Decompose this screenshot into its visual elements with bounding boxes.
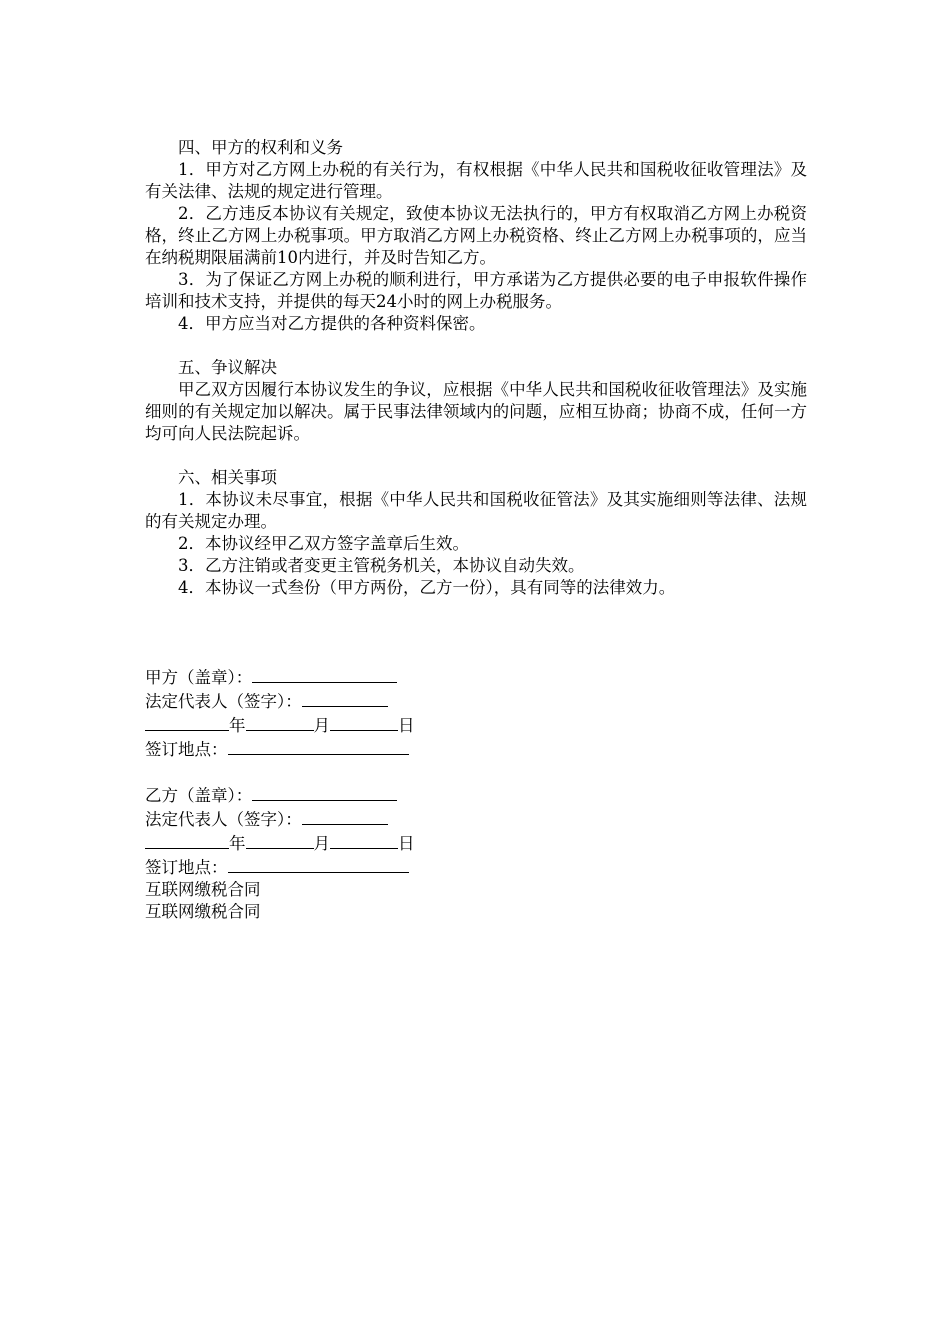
party-a-stamp-line <box>145 665 807 689</box>
party-b-day-label: 日 <box>398 834 415 853</box>
party-a-signature-block <box>145 665 807 761</box>
party-b-stamp-label: 乙方（盖章）： <box>145 786 253 805</box>
section6-item-2: 2．本协议经甲乙双方签字盖章后生效。 <box>178 534 469 553</box>
section6-item-1: 1．本协议未尽事宜，根据《中华人民共和国税收征管法》及其实施细则等法律、法规的有关规定办理。 <box>145 490 807 531</box>
spacer <box>145 335 807 357</box>
party-a-place-line <box>145 737 807 761</box>
spacer <box>145 643 807 665</box>
party-b-rep-label: 法定代表人（签字）： <box>145 810 302 829</box>
party-a-day-label: 日 <box>398 716 415 735</box>
section5-body: 甲乙双方因履行本协议发生的争议，应根据《中华人民共和国税收征收管理法》及实施细则的有关规定加以解决。属于民事法律领域内的问题，应相互协商；协商不成，任何一方均可向人民法院起诉。 <box>145 380 807 443</box>
party-a-rep-blank[interactable] <box>302 689 388 707</box>
spacer <box>145 599 807 621</box>
section4-item-1: 1．甲方对乙方网上办税的有关行为，有权根据《中华人民共和国税收征收管理法》及有关法律、法规的规定进行管理。 <box>145 160 807 201</box>
party-b-stamp-line <box>145 783 807 807</box>
party-a-year-blank[interactable] <box>145 713 229 731</box>
party-a-year-label: 年 <box>229 716 246 735</box>
party-b-year-blank[interactable] <box>145 831 229 849</box>
party-b-place-line <box>145 855 807 879</box>
party-b-signature-block <box>145 783 807 879</box>
party-b-rep-blank[interactable] <box>302 807 388 825</box>
party-a-rep-label: 法定代表人（签字）： <box>145 692 302 711</box>
party-b-day-blank[interactable] <box>330 831 398 849</box>
party-a-stamp-label: 甲方（盖章）： <box>145 668 253 687</box>
party-a-rep-line <box>145 689 807 713</box>
party-b-year-label: 年 <box>229 834 246 853</box>
section6-item-3: 3．乙方注销或者变更主管税务机关，本协议自动失效。 <box>178 556 585 575</box>
spacer <box>145 445 807 467</box>
party-a-date-line <box>145 713 807 737</box>
spacer <box>145 761 807 783</box>
party-a-stamp-blank[interactable] <box>252 665 397 683</box>
party-a-place-blank[interactable] <box>228 737 409 755</box>
section4-heading: 四、甲方的权利和义务 <box>178 138 343 157</box>
section6-heading: 六、相关事项 <box>178 468 277 487</box>
party-a-place-label: 签订地点： <box>145 740 228 759</box>
footer-title-2: 互联网缴税合同 <box>145 902 261 921</box>
section4-item-3: 3．为了保证乙方网上办税的顺利进行，甲方承诺为乙方提供必要的电子申报软件操作培训和技术支持，并提供的每天24小时的网上办税服务。 <box>145 270 807 311</box>
spacer <box>145 621 807 643</box>
party-b-month-label: 月 <box>313 834 330 853</box>
footer-title-1: 互联网缴税合同 <box>145 880 261 899</box>
party-b-month-blank[interactable] <box>246 831 314 849</box>
contract-page <box>145 137 807 923</box>
party-a-day-blank[interactable] <box>330 713 398 731</box>
section5-heading: 五、争议解决 <box>178 358 277 377</box>
party-a-month-blank[interactable] <box>246 713 314 731</box>
party-a-month-label: 月 <box>313 716 330 735</box>
party-b-rep-line <box>145 807 807 831</box>
party-b-date-line <box>145 831 807 855</box>
party-b-place-label: 签订地点： <box>145 858 228 877</box>
party-b-place-blank[interactable] <box>228 855 409 873</box>
section6-item-4: 4．本协议一式叁份（甲方两份，乙方一份），具有同等的法律效力。 <box>178 578 676 597</box>
section4-item-4: 4．甲方应当对乙方提供的各种资料保密。 <box>178 314 486 333</box>
party-b-stamp-blank[interactable] <box>252 783 397 801</box>
section4-item-2: 2．乙方违反本协议有关规定，致使本协议无法执行的，甲方有权取消乙方网上办税资格，终止乙方网上办税事项。甲方取消乙方网上办税资格、终止乙方网上办税事项的，应当在纳税期限届满前10内进行，并及时告知乙方。 <box>145 204 807 267</box>
